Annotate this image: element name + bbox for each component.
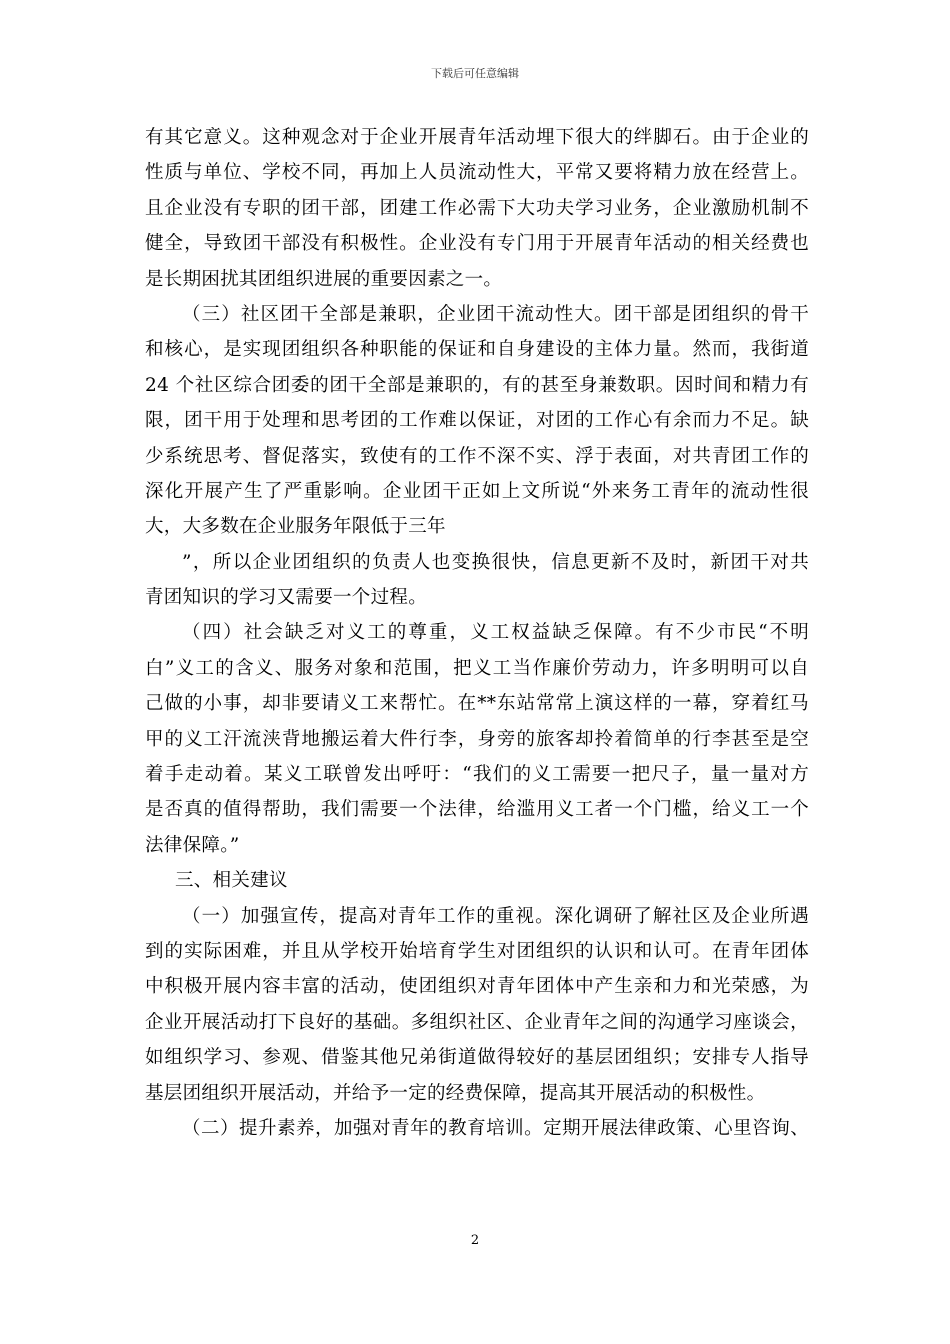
text-line: 着手走动着。某义工联曾发出呼吁：“我们的义工需要一把尺子，量一量对方 (145, 764, 809, 786)
text-line: 企业开展活动打下良好的基础。多组织社区、企业青年之间的沟通学习座谈会， (145, 1011, 809, 1033)
page-number: 2 (470, 1233, 480, 1248)
text-line: 基层团组织开展活动，并给予一定的经费保障，提高其开展活动的积极性。 (145, 1082, 766, 1104)
text-line: 白”义工的含义、服务对象和范围，把义工当作廉价劳动力，许多明明可以自 (145, 657, 809, 679)
text-line: 青团知识的学习又需要一个过程。 (145, 587, 428, 609)
text-line: 法律保障。” (145, 834, 240, 856)
text-line: 有其它意义。这种观念对于企业开展青年活动埋下很大的绊脚石。由于企业的 (145, 127, 809, 148)
text-line: 甲的义工汗流浃背地搬运着大件行李，身旁的旅客却拎着简单的行李甚至是空 (145, 728, 809, 750)
text-line: 和核心，是实现团组织各种职能的保证和自身建设的主体力量。然而，我街道 (145, 339, 809, 361)
paragraph-heading-1: （一）加强宣传，提高对青年工作的重视。深化调研了解社区及企业所遇 (182, 905, 809, 927)
paragraph-heading-2: （二）提升素养，加强对青年的教育培训。定期开展法律政策、心里咨询、 (182, 1117, 809, 1139)
text-line: 中积极开展内容丰富的活动，使团组织对青年团体中产生亲和力和光荣感，为 (145, 976, 809, 998)
text-line: 性质与单位、学校不同，再加上人员流动性大，平常又要将精力放在经营上。 (145, 162, 809, 184)
paragraph-heading-4: （四）社会缺乏对义工的尊重，义工权益缺乏保障。有不少市民“不明 (182, 622, 809, 644)
text-line: 是否真的值得帮助，我们需要一个法律，给滥用义工者一个门槛，给义工一个 (145, 799, 809, 821)
text-line: ”，所以企业团组织的负责人也变换很快，信息更新不及时，新团干对共 (182, 551, 809, 573)
page-header: 下载后可任意编辑 (431, 67, 519, 80)
paragraph-heading-3: （三）社区团干全部是兼职，企业团干流动性大。团干部是团组织的骨干 (182, 303, 809, 325)
text-line: 健全，导致团干部没有积极性。企业没有专门用于开展青年活动的相关经费也 (145, 233, 809, 255)
text-line: 是长期困扰其团组织进展的重要因素之一。 (145, 268, 503, 290)
document-body (145, 120, 809, 1146)
text-line: 己做的小事，却非要请义工来帮忙。在**东站常常上演这样的一幕，穿着红马 (145, 693, 809, 715)
text-line: 如组织学习、参观、借鉴其他兄弟街道做得较好的基层团组织；安排专人指导 (145, 1047, 809, 1069)
text-line: 24 个社区综合团委的团干全部是兼职的，有的甚至身兼数职。因时间和精力有 (145, 374, 809, 396)
text-line: 且企业没有专职的团干部，团建工作必需下大功夫学习业务，企业激励机制不 (145, 197, 809, 219)
text-line: 深化开展产生了严重影响。企业团干正如上文所说“外来务工青年的流动性很 (145, 480, 809, 502)
text-line: 大，大多数在企业服务年限低于三年 (145, 516, 446, 538)
text-line: 到的实际困难，并且从学校开始培育学生对团组织的认识和认可。在青年团体 (145, 940, 809, 962)
text-line: 少系统思考、督促落实，致使有的工作不深不实、浮于表面，对共青团工作的 (145, 445, 809, 467)
text-line: 限，团干用于处理和思考团的工作难以保证，对团的工作心有余而力不足。缺 (145, 410, 809, 432)
section-heading: 三、相关建议 (175, 870, 288, 892)
